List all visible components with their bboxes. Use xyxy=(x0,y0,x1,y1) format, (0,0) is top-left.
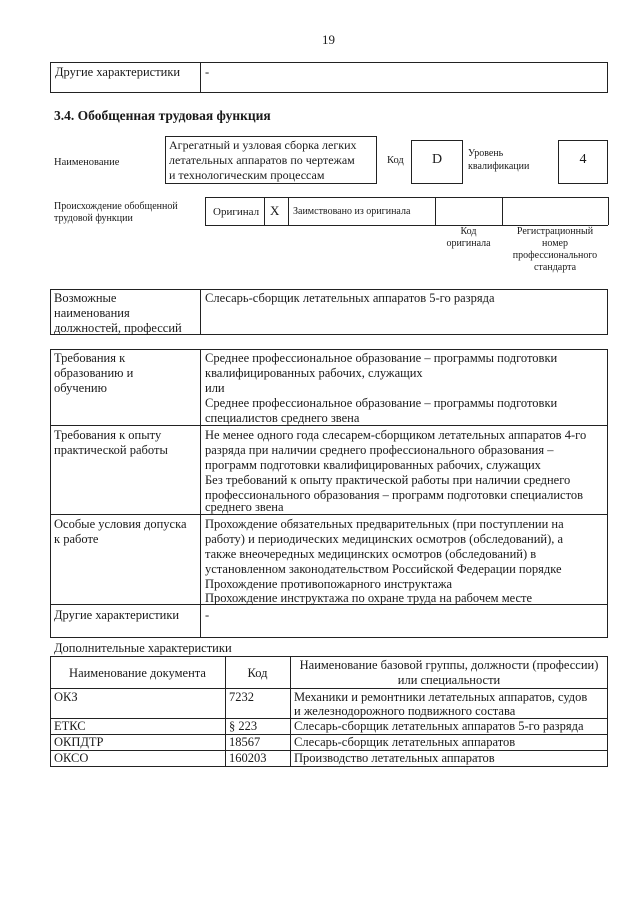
experience-line-6: среднего звена xyxy=(205,500,284,514)
row-okz-code: 7232 xyxy=(229,690,254,704)
education-line-4: Среднее профессиональное образование – программы подготовки xyxy=(205,396,558,410)
positions-value: Слесарь-сборщик летательных аппаратов 5-го разряда xyxy=(205,291,495,305)
reg-caption-line-3: профессионального xyxy=(512,250,598,261)
row-etks-doc: ЕТКС xyxy=(54,719,86,733)
education-label-line-1: Требования к xyxy=(54,351,126,365)
row-okso-name: Производство летательных аппаратов xyxy=(294,751,495,765)
origin-label-line-2: трудовой функции xyxy=(54,213,133,224)
code-caption-line-2: оригинала xyxy=(446,238,491,249)
positions-label-line-1: Возможные xyxy=(54,291,117,305)
experience-line-4: Без требований к опыту практической работы при наличии среднего xyxy=(205,473,571,487)
row-etks-code: § 223 xyxy=(229,719,258,733)
experience-line-2: разряда при наличии среднего профессионального образования – xyxy=(205,443,554,457)
experience-line-3: программ подготовки квалифицированных рабочих, служащих xyxy=(205,458,541,472)
education-line-1: Среднее профессиональное образование – программы подготовки xyxy=(205,351,558,365)
reg-caption-line-2: номер xyxy=(542,238,568,249)
level-value: 4 xyxy=(579,152,587,167)
positions-label-line-3: должностей, профессий xyxy=(54,321,182,335)
header-code: Код xyxy=(247,666,268,680)
code-caption-line-1: Код xyxy=(460,226,477,237)
top-characteristics-label: Другие характеристики xyxy=(55,65,181,79)
top-characteristics-value: - xyxy=(205,65,210,79)
row-okz-doc: ОКЗ xyxy=(54,690,78,704)
education-line-2: квалифицированных рабочих, служащих xyxy=(205,366,423,380)
header-name-line-1: Наименование базовой группы, должности (профессии) xyxy=(299,658,599,672)
original-label: Оригинал xyxy=(213,206,260,218)
reg-caption-line-1: Регистрационный xyxy=(516,226,594,237)
experience-label-line-2: практической работы xyxy=(54,443,168,457)
conditions-line-1: Прохождение обязательных предварительных (при поступлении на xyxy=(205,517,564,531)
row-okpdtr-name: Слесарь-сборщик летательных аппаратов xyxy=(294,735,516,749)
header-doc: Наименование документа xyxy=(69,666,206,680)
name-value-line-3: и технологическим процессам xyxy=(169,168,325,182)
experience-line-1: Не менее одного года слесарем-сборщиком летательных аппаратов 4-го xyxy=(205,428,587,442)
header-name-line-2: или специальности xyxy=(397,673,501,687)
education-line-5: специалистов среднего звена xyxy=(205,411,360,425)
row-okso-doc: ОКСО xyxy=(54,751,89,765)
row-etks-name: Слесарь-сборщик летательных аппаратов 5-го разряда xyxy=(294,719,584,733)
education-line-3: или xyxy=(205,381,225,395)
original-mark: X xyxy=(270,203,280,218)
name-label: Наименование xyxy=(54,157,120,168)
section-title: 3.4. Обобщенная трудовая функция xyxy=(54,108,271,123)
name-value-line-1: Агрегатный и узловая сборка легких xyxy=(169,138,357,152)
code-value: D xyxy=(431,152,443,167)
experience-label-line-1: Требования к опыту xyxy=(54,428,162,442)
other-label: Другие характеристики xyxy=(54,608,180,622)
other-value: - xyxy=(205,608,210,622)
level-label-line-1: Уровень xyxy=(468,148,504,159)
row-okpdtr-code: 18567 xyxy=(229,735,261,749)
row-okz-name-line-1: Механики и ремонтники летательных аппаратов, судов xyxy=(294,690,588,704)
origin-label-line-1: Происхождение обобщенной xyxy=(54,201,178,212)
education-label-line-3: обучению xyxy=(54,381,107,395)
conditions-line-2: работу) и периодических медицинских осмотров (обследований), а xyxy=(205,532,564,546)
level-label-line-2: квалификации xyxy=(468,161,530,172)
conditions-line-3: также внеочередных медицинских осмотров (обследований) в xyxy=(205,547,537,561)
row-okso-code: 160203 xyxy=(229,751,267,765)
borrowed-label: Заимствовано из оригинала xyxy=(293,206,411,217)
row-okz-name-line-2: и железнодорожного подвижного состава xyxy=(294,704,516,718)
conditions-label-line-2: к работе xyxy=(54,532,99,546)
reg-caption-line-4: стандарта xyxy=(533,262,577,273)
name-value-line-2: летательных аппаратов по чертежам xyxy=(169,153,355,167)
page-number: 19 xyxy=(322,32,335,47)
conditions-line-5: Прохождение противопожарного инструктажа xyxy=(205,577,453,591)
additional-title: Дополнительные характеристики xyxy=(54,641,232,655)
code-label: Код xyxy=(387,155,404,166)
positions-label-line-2: наименования xyxy=(54,306,130,320)
experience-line-5: профессионального образования – программ подготовки специалистов xyxy=(205,488,584,502)
conditions-label-line-1: Особые условия допуска xyxy=(54,517,187,531)
conditions-line-4: установленном законодательством Российской Федерации порядке xyxy=(205,562,562,576)
row-okpdtr-doc: ОКПДТР xyxy=(54,735,104,749)
conditions-line-6: Прохождение инструктажа по охране труда на рабочем месте xyxy=(205,591,533,605)
education-label-line-2: образованию и xyxy=(54,366,134,380)
